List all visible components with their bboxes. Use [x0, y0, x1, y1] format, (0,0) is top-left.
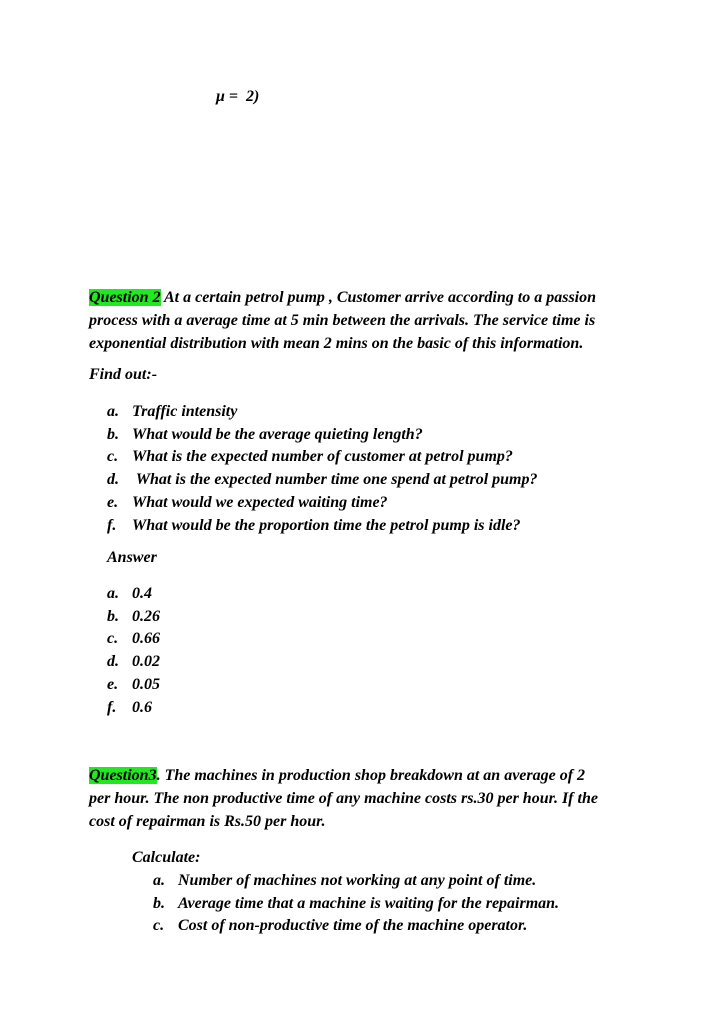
question-3-highlight: Question3 [89, 767, 157, 784]
list-marker: d. [107, 471, 119, 489]
list-item-text: Traffic intensity [132, 403, 238, 420]
answer-value: 0.66 [132, 630, 160, 648]
question-2-line-3: exponential distribution with mean 2 mins on the basic of this information. [89, 335, 584, 352]
question-3-paragraph [89, 764, 649, 833]
list-item-text: Average time that a machine is waiting for the repairman. [178, 894, 560, 912]
answer-value: 0.26 [132, 607, 160, 625]
list-marker: a. [107, 585, 119, 602]
question-3-line-2: per hour. The non productive time of any machine costs rs.30 per hour. If the [89, 790, 598, 807]
list-marker: b. [107, 607, 119, 625]
list-item [107, 515, 538, 538]
list-item-text: What would be the average quieting length? [132, 425, 423, 443]
list-item [107, 401, 538, 424]
question-2-line-1 [89, 286, 649, 309]
mu-formula: μ = 2) [216, 88, 260, 105]
list-item-text: What is the expected number of customer at petrol pump? [132, 448, 513, 466]
answer-list [107, 583, 160, 719]
list-item [107, 583, 160, 606]
question-3-line-1-text: . The machines in production shop breakdown at an average of 2 [156, 767, 586, 784]
list-marker: a. [153, 872, 165, 889]
list-marker: c. [107, 448, 119, 466]
list-item [107, 424, 538, 447]
list-item [153, 893, 559, 916]
question-3-line-3: cost of repairman is Rs.50 per hour. [89, 813, 326, 830]
question-2-list [107, 401, 538, 537]
list-marker: e. [107, 675, 119, 693]
list-marker: b. [107, 425, 119, 443]
list-item [107, 697, 160, 720]
list-item [107, 651, 160, 674]
list-item [107, 674, 160, 697]
list-marker: e. [107, 493, 119, 511]
answer-value: 0.02 [132, 653, 160, 671]
list-item-text: Cost of non-productive time of the machine operator. [178, 917, 528, 935]
question-2-line-2: process with a average time at 5 min between the arrivals. The service time is [89, 312, 596, 329]
list-item [107, 492, 538, 515]
list-item-text: What would we expected waiting time? [132, 493, 388, 511]
question-2-line-1-text: At a certain petrol pump , Customer arrive according to a passion [160, 289, 597, 306]
list-item-text: What would be the proportion time the petrol pump is idle? [132, 516, 521, 534]
answer-value: 0.6 [132, 698, 152, 716]
list-marker: f. [107, 698, 117, 716]
list-item [107, 628, 160, 651]
answer-value: 0.4 [132, 585, 152, 602]
answer-label: Answer [107, 549, 157, 566]
list-item [153, 870, 559, 893]
question-3-line-1 [89, 764, 649, 787]
list-item [107, 606, 160, 629]
list-item-text: Number of machines not working at any point of time. [178, 872, 537, 889]
answer-value: 0.05 [132, 675, 160, 693]
list-marker: b. [153, 894, 165, 912]
list-marker: d. [107, 653, 119, 671]
question-2-paragraph [89, 286, 649, 355]
list-marker: a. [107, 403, 119, 420]
question-2-highlight: Question 2 [89, 289, 161, 306]
calculate-label: Calculate: [132, 849, 201, 866]
find-out-label: Find out:- [89, 366, 158, 383]
list-marker: f. [107, 516, 117, 534]
list-item [107, 446, 538, 469]
list-item [153, 915, 559, 938]
list-item [107, 469, 538, 492]
list-marker: c. [107, 630, 119, 648]
list-item-text: What is the expected number time one spend at petrol pump? [132, 471, 538, 489]
list-marker: c. [153, 917, 165, 935]
question-3-list [153, 870, 559, 938]
